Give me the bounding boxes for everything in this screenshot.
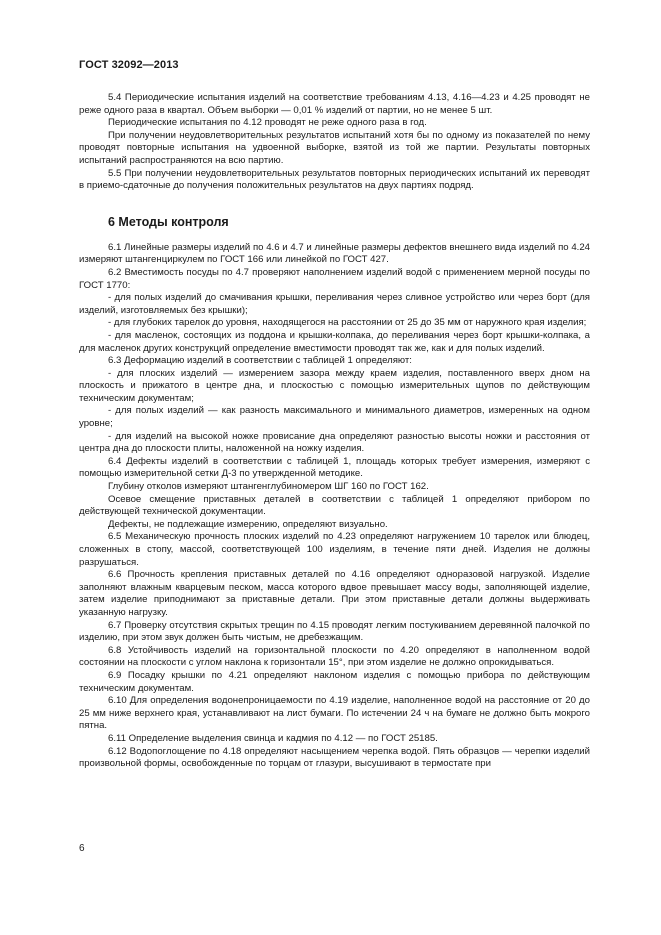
document-body [79,92,590,771]
list-item: - для глубоких тарелок до уровня, находящегося на расстоянии от 25 до 35 мм от наружного края изделия; [108,317,587,329]
document-header: ГОСТ 32092—2013 [79,59,179,71]
paragraph: Периодические испытания по 4.12 проводят не реже одного раза в год. [108,117,427,129]
paragraph: 6.7 Проверку отсутствия скрытых трещин по 4.15 проводят легким постукиванием деревянной палочкой по изделию, при этом звук должен быть чистым, не дребезжащим. [79,619,590,644]
paragraph: 5.4 Периодические испытания изделий на соответствие требованиям 4.13, 4.16—4.23 и 4.25 проводят не реже одного раза в квартал. Объем выборки — 0,01 % изделий от партии, но не менее 5 шт. [79,92,590,116]
paragraph: 6.4 Дефекты изделий в соответствии с таблицей 1, площадь которых требует измерения, измеряют с помощью измерительной сетки Д-3 по утвержденной методике. [79,455,590,480]
list-item: - для изделий на высокой ножке провисание дна определяют разностью высоты ножки и расстояния от центра дна до плоскости плиты, наложенной на ножку изделия. [79,430,590,455]
page-number: 6 [79,843,85,854]
paragraph: 6.11 Определение выделения свинца и кадмия по 4.12 — по ГОСТ 25185. [108,732,438,744]
paragraph: Осевое смещение приставных деталей в соответствии с таблицей 1 определяют прибором по действующей технической документации. [79,493,590,518]
list-item: - для масленок, состоящих из поддона и крышки-колпака, до переливания через борт крышки-колпака, а для масленок других конструкций определение вместимости проводят так же, как и для полых изделий. [79,329,590,354]
paragraph: 6.12 Водопоглощение по 4.18 определяют насыщением черепка водой. Пять образцов — черепки изделий произвольной формы, освобожденные по торцам от глазури, высушивают в термостате при [79,745,590,770]
paragraph: Глубину отколов измеряют штангенглубиномером ШГ 160 по ГОСТ 162. [108,481,429,493]
paragraph: 6.9 Посадку крышки по 4.21 определяют наклоном изделия с помощью прибора по действующим техническим документам. [79,669,590,694]
paragraph: 6.1 Линейные размеры изделий по 4.6 и 4.7 и линейные размеры дефектов внешнего вида изделий по 4.24 измеряют штангенциркулем по ГОСТ 166 или линейкой по ГОСТ 427. [79,241,590,266]
paragraph: 6.3 Деформацию изделий в соответствии с таблицей 1 определяют: [108,355,412,367]
list-item: - для полых изделий до смачивания крышки, переливания через сливное устройство или через борт (для изделий, изготовляемых без крышки); [79,292,590,316]
paragraph: 5.5 При получении неудовлетворительных результатов повторных периодических испытаний их переводят в приемо-сдаточные до получения положительных результатов на двух партиях подряд. [79,167,590,192]
paragraph: 6.10 Для определения водонепроницаемости по 4.19 изделие, наполненное водой на расстояние от 20 до 25 мм ниже верхнего края, устанавливают на лист бумаги. По истечении 24 ч на бумаге не должно быть мокрого пятна. [79,695,590,732]
paragraph: Дефекты, не подлежащие измерению, определяют визуально. [108,518,388,530]
list-item: - для плоских изделий — измерением зазора между краем изделия, поставленного вверх дном на плоскость и прижатого в центре дна, и плоскостью с помощью измерительных щупов по действующим техническим документам; [79,367,590,404]
paragraph: 6.6 Прочность крепления приставных деталей по 4.16 определяют одноразовой нагрузкой. Изделие заполняют влажным кварцевым песком, масса которого вдвое превышает массу воды, заполняющей изделие, затем изделие приподнимают за приставные детали. При этом приставные детали должны выдерживать указанную нагрузку. [79,569,590,618]
list-item: - для полых изделий — как разность максимального и минимального диаметров, измеренных на одном уровне; [79,405,590,430]
paragraph: При получении неудовлетворительных результатов испытаний хотя бы по одному из показателей по нему проводят повторные испытания на удвоенной выборке, взятой из той же партии. Результаты повторных испытаний распространяются на всю партию. [79,129,590,166]
paragraph: 6.8 Устойчивость изделий на горизонтальной плоскости по 4.20 определяют в наполненном водой состоянии на плоскости с углом наклона к горизонтали 15°, при этом изделие не должно опрокидываться. [79,644,590,669]
paragraph: 6.5 Механическую прочность плоских изделий по 4.23 определяют нагружением 10 тарелок или блюдец, сложенных в стопу, массой, соответствующей 100 изделиям, в течение пяти дней. Изделия не должны разрушаться. [79,531,590,568]
paragraph: 6.2 Вместимость посуды по 4.7 проверяют наполнением изделий водой с применением мерной посуды по ГОСТ 1770: [79,266,590,291]
section-title: 6 Методы контроля [108,214,229,229]
